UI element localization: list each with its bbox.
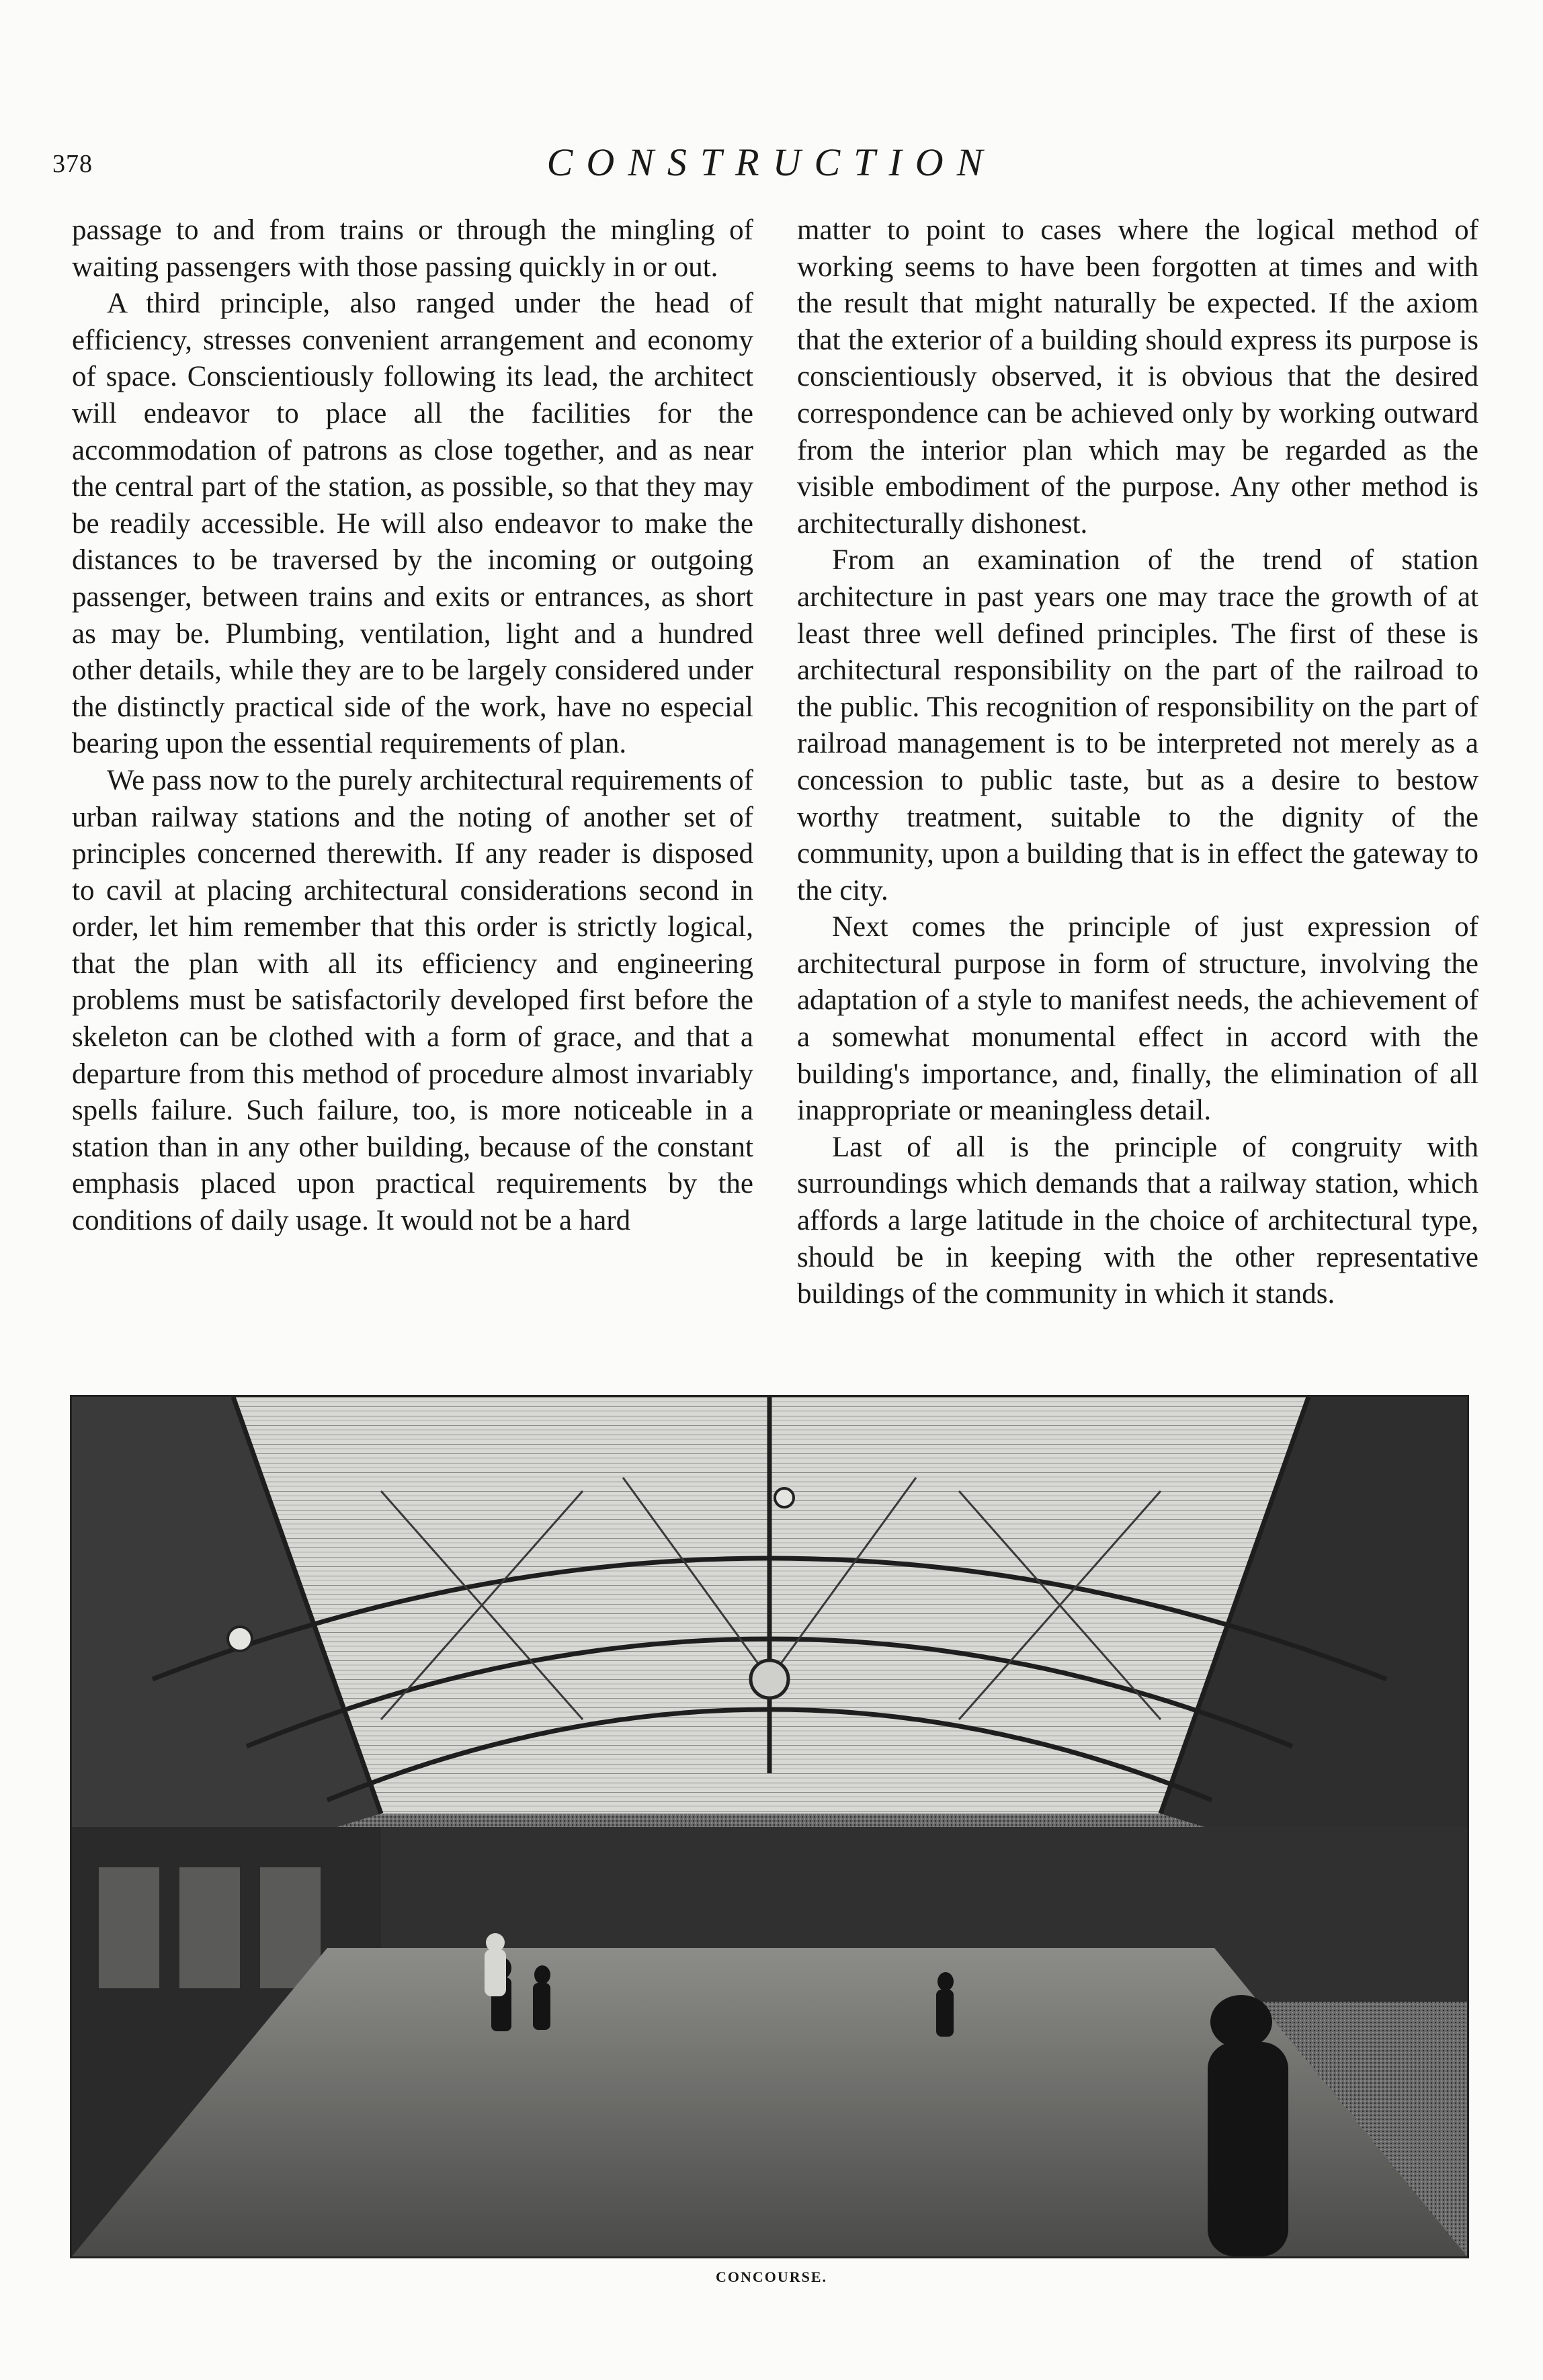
paragraph: We pass now to the purely architectural requirements of urban railway stations and the noting of another set of principles concerned therewith. If any reader is disposed to cavil at placing architectural considerations second in order, let him remember that this order is strictly logical, that the plan with all its efficiency and engineering problems must be satisfactorily developed first before the skeleton can be clothed with a form of grace, and that a departure from this method of procedure almost invariably spells failure. Such failure, too, is more noticeable in a station than in any other building, because of the constant emphasis placed upon practical requirements by the conditions of daily usage. It would not be a hard xyxy=(72,764,753,1237)
paragraph: matter to point to cases where the logical method of working seems to have been forgotten at times and with the result that might naturally be expected. If the axiom that the exterior of a building should express its purpose is conscientiously observed, it is obvious that the desired correspondence can be achieved only by working outward from the interior plan which may be regarded as the visible embodiment of the purpose. Any other method is architecturally dishonest. xyxy=(797,214,1478,540)
concourse-illustration xyxy=(72,1397,1467,2256)
left-column xyxy=(72,212,753,1240)
paragraph: Last of all is the principle of congruity with surroundings which demands that a railway station, which affords a large latitude in the choice of architectural type, should be in keeping with the other representative buildings of the community in which it stands. xyxy=(797,1131,1478,1310)
figure-caption: CONCOURSE. xyxy=(715,2268,828,2285)
paragraph: A third principle, also ranged under the head of efficiency, stresses convenient arrangement and economy of space. Conscientiously following its lead, the architect will endeavor to place all the facilities for the accommodation of patrons as close together, and as near the central part of the station, as possible, so that they may be readily accessible. He will also endeavor to make the distances to be traversed by the incoming or outgoing passenger, between trains and exits or entrances, as short as may be. Plumbing, ventilation, light and a hundred other details, while they are to be largely considered under the distinctly practical side of the work, have no especial bearing upon the essential requirements of plan. xyxy=(72,288,753,760)
paragraph: Next comes the principle of just expression of architectural purpose in form of structure, involving the adaptation of a style to manifest needs, the achievement of a somewhat monumental effect in accord with the building's importance, and, finally, the elimination of all inappropriate or meaningless detail. xyxy=(797,911,1478,1127)
running-title: CONSTRUCTION xyxy=(546,140,997,184)
paragraph: passage to and from trains or through the mingling of waiting passengers with those passing quickly in or out. xyxy=(72,214,753,283)
concourse-photograph xyxy=(70,1395,1469,2258)
paragraph: From an examination of the trend of station architecture in past years one may trace the growth of at least three well defined principles. The first of these is architectural responsibility on the part of the railroad to the public. This recognition of responsibility on the part of railroad management is to be interpreted not merely as a concession to public taste, but as a desire to bestow worthy treatment, suitable to the dignity of the community, upon a building that is in effect the gateway to the city. xyxy=(797,544,1478,906)
page-number: 378 xyxy=(52,150,93,178)
right-column xyxy=(797,212,1478,1313)
